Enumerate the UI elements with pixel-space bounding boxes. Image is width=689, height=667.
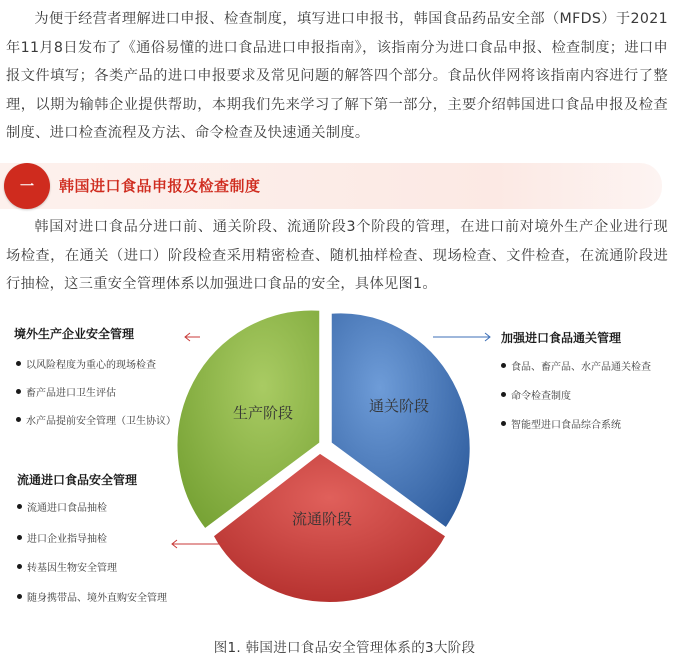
section-number-badge: 一 bbox=[4, 163, 50, 209]
group-item: 进口企业指导抽检 bbox=[17, 530, 107, 545]
body-paragraph: 韩国对进口食品分进口前、通关阶段、流通阶段3个阶段的管理，在进口前对境外生产企业进行现场检查，在通关（进口）阶段检查采用精密检查、随机抽样检查、现场检查、文件检查，在流通阶段进行抽检，这三重安全管理体系以加强进口食品的安全，具体见图1。 bbox=[6, 219, 668, 293]
arrow-customs bbox=[433, 333, 490, 341]
group-item: 畜产品进口卫生评估 bbox=[16, 384, 116, 399]
group-item: 食品、畜产品、水产品通关检查 bbox=[501, 358, 651, 373]
figure-caption: 图1. 韩国进口食品安全管理体系的3大阶段 bbox=[213, 640, 476, 656]
pie-chart bbox=[0, 300, 689, 635]
intro-paragraph: 为便于经营者理解进口申报、检查制度，填写进口申报书，韩国食品药品安全部（MFDS）于2021年11月8日发布了《通俗易懂的进口食品进口申报指南》，该指南分为进口食品申报、检查制度；进口申报文件填写；各类产品的进口申报要求及常见问题的解答四个部分。食品伙伴网将该指南内容进行了整理，以期为输韩企业提供帮助，本期我们先来学习了解下第一部分，主要介绍韩国进口食品申报及检查制度、进口检查流程及方法、命令检查及快速通关制度。 bbox=[6, 11, 668, 142]
group-item: 以风险程度为重心的现场检查 bbox=[16, 356, 156, 371]
pie-label-circulation: 流通阶段 bbox=[292, 510, 353, 528]
arrow-production bbox=[185, 333, 200, 341]
group-item: 转基因生物安全管理 bbox=[17, 559, 117, 574]
group-item: 流通进口食品抽检 bbox=[17, 499, 107, 514]
group-item: 命令检查制度 bbox=[501, 387, 571, 402]
group-item: 智能型进口食品综合系统 bbox=[501, 416, 621, 431]
group-title-circulation: 流通进口食品安全管理 bbox=[17, 473, 138, 487]
pie-label-customs: 通关阶段 bbox=[369, 397, 430, 415]
group-item: 水产品提前安全管理（卫生协议） bbox=[16, 412, 176, 427]
group-item: 随身携带品、境外直购安全管理 bbox=[17, 589, 167, 604]
group-title-production: 境外生产企业安全管理 bbox=[14, 327, 135, 341]
figure-1 bbox=[0, 300, 689, 635]
group-title-customs: 加强进口食品通关管理 bbox=[501, 331, 622, 345]
section-title: 韩国进口食品申报及检查制度 bbox=[59, 177, 261, 195]
pie-label-production: 生产阶段 bbox=[233, 404, 294, 422]
